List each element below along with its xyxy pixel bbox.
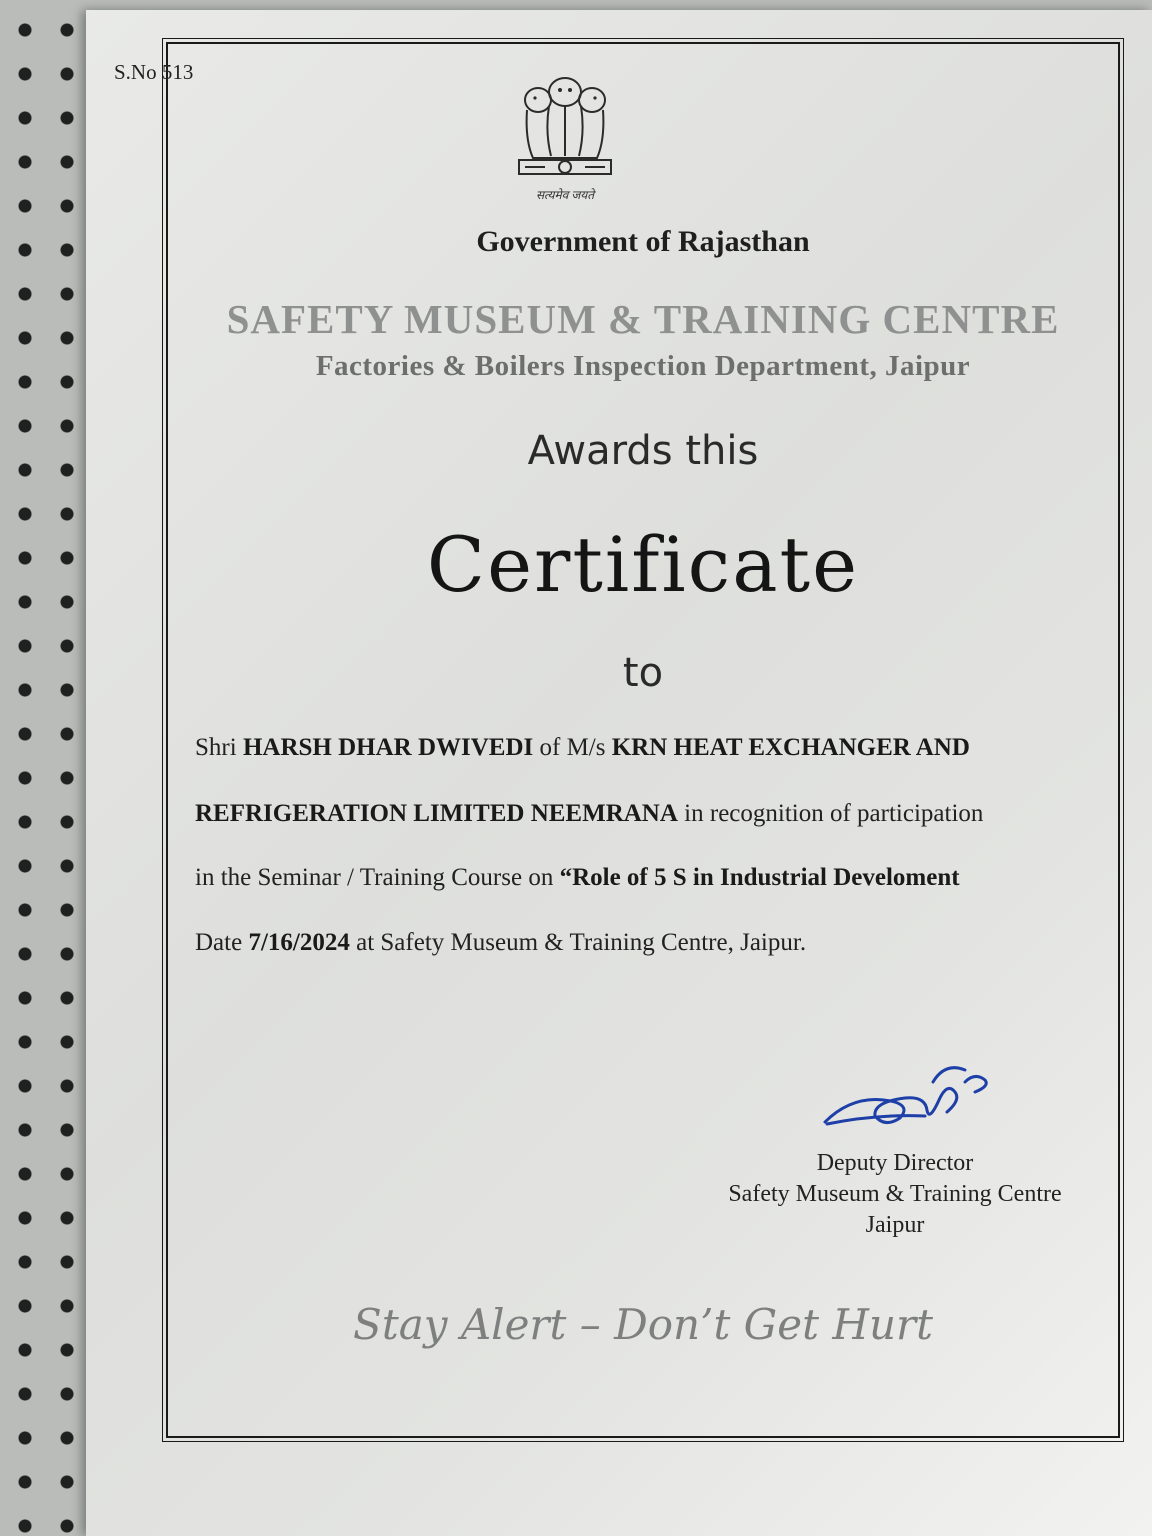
signatory-city: Jaipur xyxy=(865,1212,925,1238)
emblem-motto: सत्यमेव जयते xyxy=(535,188,595,202)
institution-name: SAFETY MUSEUM & TRAINING CENTRE xyxy=(226,296,1060,342)
signatory-block xyxy=(690,1148,1100,1241)
course-date: 7/16/2024 xyxy=(248,929,350,956)
of-ms-label: of M/s xyxy=(539,734,606,761)
course-title: “Role of 5 S in Industrial Develoment xyxy=(559,864,960,891)
serial-number: S.No 513 xyxy=(114,60,194,84)
certificate-title: Certificate xyxy=(426,520,860,609)
awards-this-heading: Awards this xyxy=(527,428,759,474)
signatory-title: Deputy Director xyxy=(816,1150,974,1176)
course-prefix: in the Seminar / Training Course on xyxy=(195,864,554,891)
venue-text: at Safety Museum & Training Centre, Jaipur. xyxy=(356,929,807,956)
signature-image xyxy=(815,1052,1005,1137)
recipient-name: HARSH DHAR DWIVEDI xyxy=(242,734,534,761)
ashoka-emblem-icon xyxy=(505,70,625,205)
body-line-company xyxy=(195,800,983,828)
to-label: to xyxy=(622,650,664,696)
government-name: Government of Rajasthan xyxy=(476,225,810,258)
recipient-prefix: Shri xyxy=(195,734,237,761)
body-line-course xyxy=(195,864,960,892)
signatory-organization: Safety Museum & Training Centre xyxy=(728,1181,1062,1207)
company-name-part1: KRN HEAT EXCHANGER AND xyxy=(611,734,970,761)
body-line-date xyxy=(195,929,806,957)
recognition-text: in recognition of participation xyxy=(684,800,984,827)
department-name: Factories & Boilers Inspection Department, Jaipur xyxy=(315,350,971,382)
date-label: Date xyxy=(195,929,243,956)
body-line-recipient xyxy=(195,734,970,762)
safety-slogan: Stay Alert – Don’t Get Hurt xyxy=(353,1300,933,1349)
company-name-part2: REFRIGERATION LIMITED NEEMRANA xyxy=(195,800,678,827)
